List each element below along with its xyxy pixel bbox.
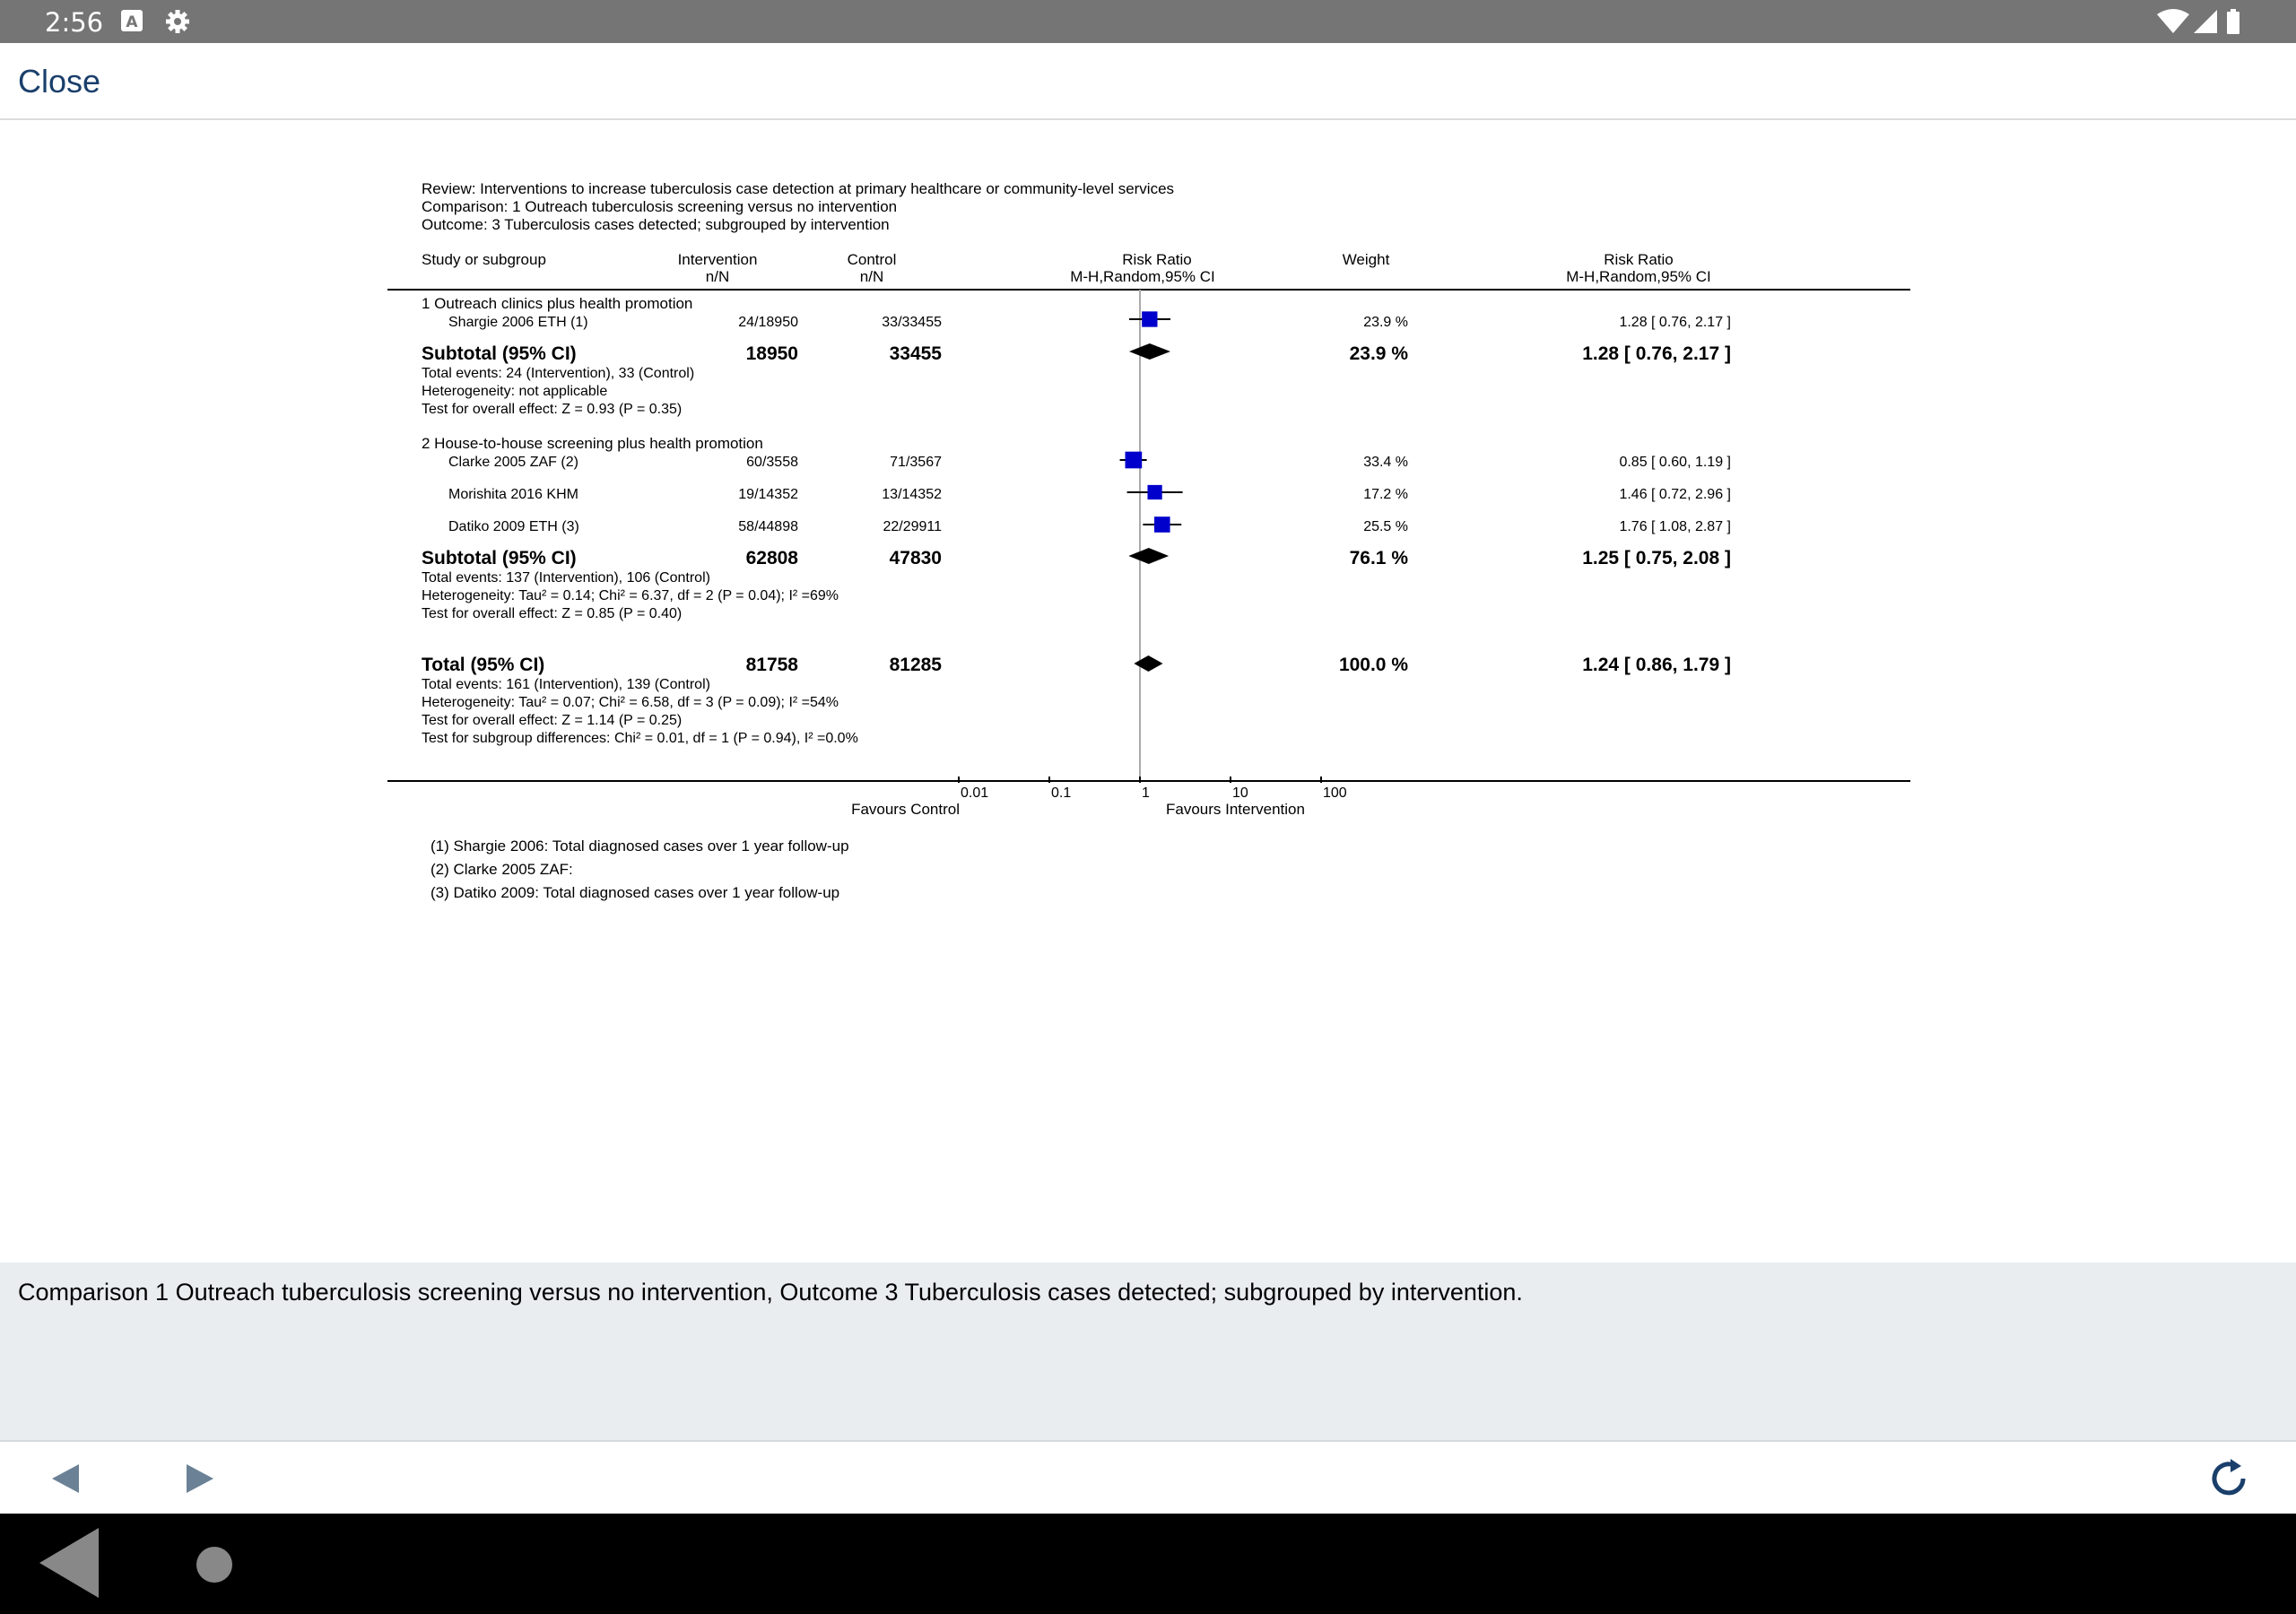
study-control: 33/33455 xyxy=(882,315,942,330)
subtotal-weight: 76.1 % xyxy=(1349,548,1408,568)
top-bar xyxy=(0,43,2296,120)
system-nav xyxy=(0,1514,2296,1614)
col-rr-plot-sub: M-H,Random,95% CI xyxy=(1070,268,1215,285)
favours-control: Favours Control xyxy=(851,801,960,818)
total-intervention: 81758 xyxy=(745,655,798,675)
study-intervention: 24/18950 xyxy=(738,315,798,330)
subtotal-stat: Test for overall effect: Z = 0.85 (P = 0.40) xyxy=(422,606,683,621)
study-rr: 1.46 [ 0.72, 2.96 ] xyxy=(1619,487,1731,502)
caption-panel xyxy=(0,1263,2296,1442)
subtotal-intervention: 62808 xyxy=(745,548,798,568)
outcome-title: Outcome: 3 Tuberculosis cases detected; subgrouped by intervention xyxy=(422,216,890,233)
col-intervention-sub: n/N xyxy=(705,268,730,285)
study-marker xyxy=(1120,452,1147,469)
col-control: Control xyxy=(847,251,897,268)
subtotal-rr: 1.25 [ 0.75, 2.08 ] xyxy=(1582,548,1731,568)
subtotal-stat: Total events: 137 (Intervention), 106 (Control) xyxy=(422,570,710,586)
subtotal-label: Subtotal (95% CI) xyxy=(422,343,577,364)
comparison-title: Comparison: 1 Outreach tuberculosis screening versus no intervention xyxy=(422,198,898,215)
refresh-icon[interactable] xyxy=(2206,1456,2251,1501)
subtotal-stat: Test for overall effect: Z = 0.93 (P = 0.35) xyxy=(422,402,683,417)
study-name: Shargie 2006 ETH (1) xyxy=(448,315,588,330)
status-time: 2:56 xyxy=(45,7,104,38)
col-weight: Weight xyxy=(1342,251,1390,268)
study-rr: 1.28 [ 0.76, 2.17 ] xyxy=(1619,315,1731,330)
total-stat: Test for subgroup differences: Chi² = 0.01, df = 1 (P = 0.94), I² =0.0% xyxy=(422,731,858,746)
total-diamond xyxy=(1134,655,1162,672)
signal-icon xyxy=(2192,9,2219,34)
col-control-sub: n/N xyxy=(859,268,884,285)
study-rr: 0.85 [ 0.60, 1.19 ] xyxy=(1619,455,1731,470)
close-button[interactable]: Close xyxy=(18,63,101,100)
point-estimate-square xyxy=(1154,516,1170,533)
study-marker xyxy=(1143,516,1181,533)
group-2-title: 2 House-to-house screening plus health promotion xyxy=(422,435,763,452)
study-weight: 33.4 % xyxy=(1363,455,1408,470)
subtotal-diamond xyxy=(1129,343,1170,360)
home-icon[interactable] xyxy=(194,1544,235,1585)
total-label: Total (95% CI) xyxy=(422,655,545,675)
wifi-icon xyxy=(2156,9,2190,34)
footnote: (1) Shargie 2006: Total diagnosed cases over 1 year follow-up xyxy=(430,837,849,855)
study-control: 13/14352 xyxy=(882,487,942,502)
subtotal-control: 47830 xyxy=(889,548,942,568)
total-rr: 1.24 [ 0.86, 1.79 ] xyxy=(1582,655,1731,675)
forest-plot-figure xyxy=(0,122,2296,1263)
study-weight: 23.9 % xyxy=(1363,315,1408,330)
subtotal-stat: Heterogeneity: not applicable xyxy=(422,384,608,399)
col-rr: Risk Ratio xyxy=(1604,251,1674,268)
bottom-nav xyxy=(0,1444,2296,1514)
study-name: Morishita 2016 KHM xyxy=(448,487,578,502)
study-control: 71/3567 xyxy=(890,455,942,470)
study-rr: 1.76 [ 1.08, 2.87 ] xyxy=(1619,519,1731,534)
total-weight: 100.0 % xyxy=(1338,655,1408,675)
axis-tick-label: 100 xyxy=(1323,785,1347,801)
total-control: 81285 xyxy=(889,655,942,675)
review-title: Review: Interventions to increase tuberculosis case detection at primary healthcare or community-level services xyxy=(422,180,1175,197)
col-study: Study or subgroup xyxy=(422,251,546,268)
subtotal-stat: Heterogeneity: Tau² = 0.14; Chi² = 6.37, df = 2 (P = 0.04); I² =69% xyxy=(422,588,839,603)
subtotal-intervention: 18950 xyxy=(745,343,798,364)
col-rr-plot: Risk Ratio xyxy=(1122,251,1192,268)
point-estimate-square xyxy=(1142,311,1157,326)
study-name: Clarke 2005 ZAF (2) xyxy=(448,455,578,470)
study-marker xyxy=(1129,311,1170,326)
axis-tick-label: 0.1 xyxy=(1051,785,1072,801)
back-icon[interactable] xyxy=(36,1524,106,1601)
footnote: (3) Datiko 2009: Total diagnosed cases over 1 year follow-up xyxy=(430,884,840,901)
subtotal-control: 33455 xyxy=(889,343,942,364)
figure-caption: Comparison 1 Outreach tuberculosis screening versus no intervention, Outcome 3 Tuberculosis cases detected; subgrouped by intervention. xyxy=(18,1279,1523,1306)
footnote: (2) Clarke 2005 ZAF: xyxy=(430,861,573,878)
point-estimate-square xyxy=(1126,452,1143,469)
forest-plot xyxy=(0,122,2296,1263)
total-stat: Test for overall effect: Z = 1.14 (P = 0.25) xyxy=(422,713,683,728)
battery-icon xyxy=(2226,9,2240,34)
axis-tick-label: 0.01 xyxy=(961,785,989,801)
subtotal-stat: Total events: 24 (Intervention), 33 (Control) xyxy=(422,366,695,381)
subtotal-weight: 23.9 % xyxy=(1349,343,1408,364)
study-intervention: 60/3558 xyxy=(746,455,798,470)
col-intervention: Intervention xyxy=(677,251,758,268)
study-intervention: 58/44898 xyxy=(738,519,798,534)
svg-text:A: A xyxy=(126,13,138,31)
plot-marks xyxy=(1120,311,1183,672)
gear-icon xyxy=(165,9,190,34)
group-1-title: 1 Outreach clinics plus health promotion xyxy=(422,295,693,312)
a-notification-icon xyxy=(120,9,144,32)
study-control: 22/29911 xyxy=(883,519,942,534)
study-marker xyxy=(1127,485,1183,499)
favours-intervention: Favours Intervention xyxy=(1166,801,1305,818)
study-weight: 25.5 % xyxy=(1363,519,1408,534)
total-stat: Heterogeneity: Tau² = 0.07; Chi² = 6.58, df = 3 (P = 0.09); I² =54% xyxy=(422,695,839,710)
subtotal-label: Subtotal (95% CI) xyxy=(422,548,577,568)
study-name: Datiko 2009 ETH (3) xyxy=(448,519,579,534)
previous-icon[interactable] xyxy=(43,1456,88,1501)
axis-tick-label: 1 xyxy=(1142,785,1150,801)
point-estimate-square xyxy=(1147,485,1161,499)
subtotal-diamond xyxy=(1128,548,1169,564)
status-bar xyxy=(0,0,2296,43)
subtotal-rr: 1.28 [ 0.76, 2.17 ] xyxy=(1582,343,1731,364)
axis-tick-label: 10 xyxy=(1232,785,1248,801)
col-rr-sub: M-H,Random,95% CI xyxy=(1566,268,1711,285)
total-stat: Total events: 161 (Intervention), 139 (Control) xyxy=(422,677,710,692)
study-intervention: 19/14352 xyxy=(738,487,798,502)
next-icon[interactable] xyxy=(178,1456,222,1501)
study-weight: 17.2 % xyxy=(1363,487,1408,502)
